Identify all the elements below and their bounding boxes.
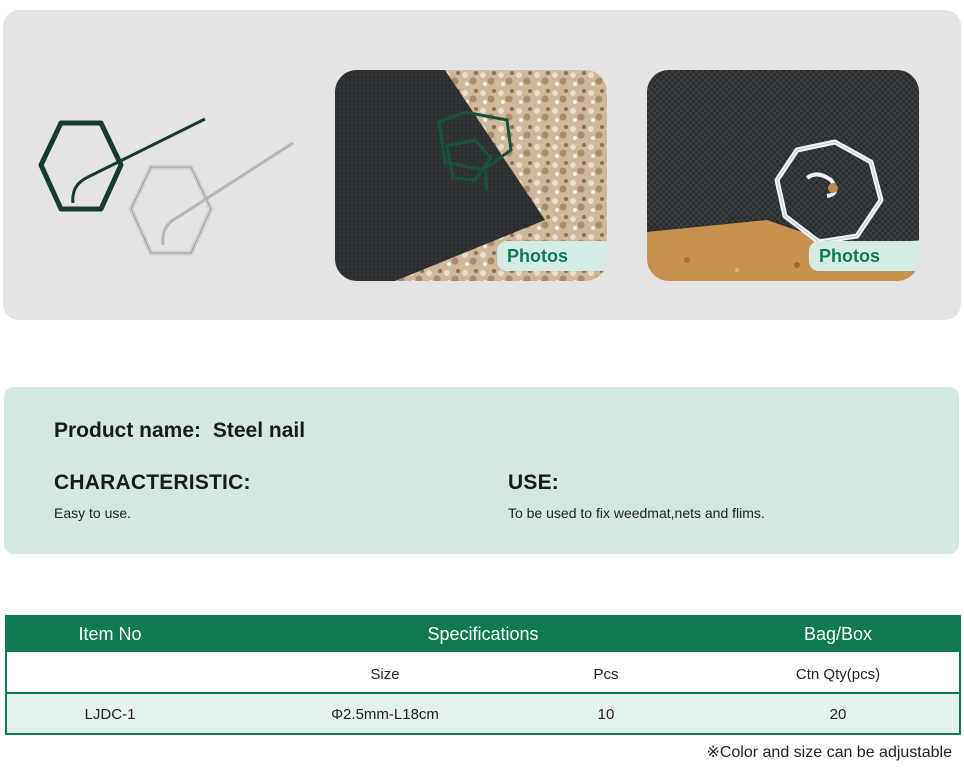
- subheader-size: Size: [370, 666, 400, 683]
- photo-card-installed-gravel: [335, 70, 607, 281]
- cell-item-no: LJDC-1: [84, 706, 136, 723]
- subheader-ctn-qty: Ctn Qty(pcs): [795, 666, 881, 683]
- header-item-no: Item No: [78, 624, 142, 644]
- photo-tag: Photos: [497, 241, 607, 271]
- table-subheader-row: [7, 652, 959, 694]
- product-name-line: [54, 419, 305, 443]
- photo-card-installed-soil: [647, 70, 919, 281]
- photo-tag: Photos: [809, 241, 919, 271]
- characteristic-text: Easy to use.: [54, 505, 132, 521]
- steel-nail-product-image: [33, 105, 303, 265]
- spec-table: [5, 615, 961, 735]
- subheader-pcs: Pcs: [593, 666, 619, 683]
- cell-size: Φ2.5mm-L18cm: [331, 706, 439, 723]
- table-header-row: [7, 617, 959, 652]
- use-heading: USE:: [508, 471, 559, 494]
- product-name-label: Product name:: [54, 419, 202, 442]
- photo-panel: [3, 10, 961, 320]
- cell-pcs: 10: [597, 706, 615, 723]
- use-text: To be used to fix weedmat,nets and flims.: [508, 505, 765, 521]
- cell-ctn-qty: 20: [829, 706, 847, 723]
- product-info-panel: [4, 387, 959, 554]
- header-specifications: Specifications: [427, 624, 539, 644]
- characteristic-heading: CHARACTERISTIC:: [54, 471, 251, 494]
- table-row: [7, 694, 959, 733]
- header-bag-box: Bag/Box: [803, 624, 873, 644]
- footnote: ※Color and size can be adjustable: [706, 744, 952, 761]
- product-name-value: Steel nail: [212, 419, 306, 442]
